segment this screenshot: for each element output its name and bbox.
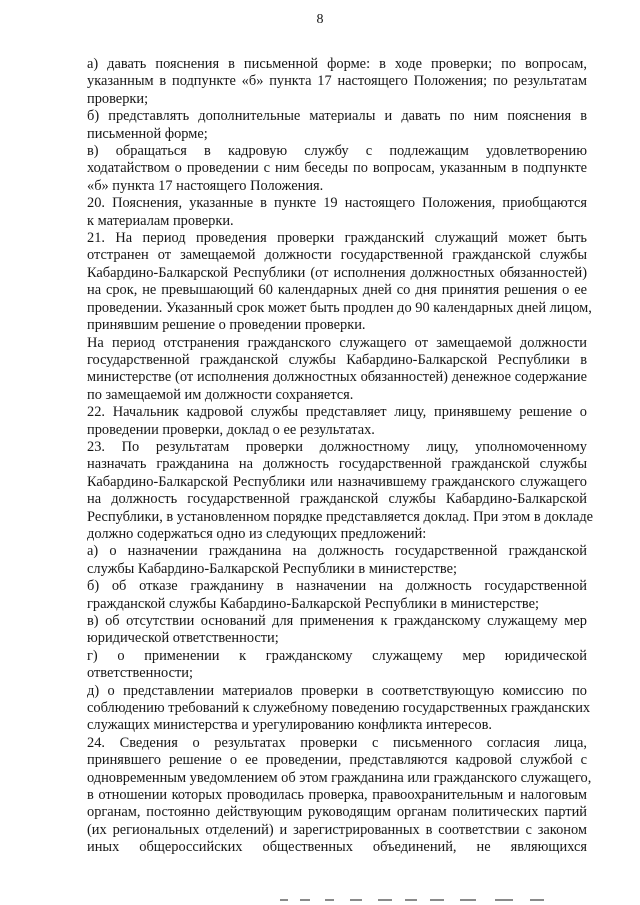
text-line: в отношении которых проводилась проверка, правоохранительным и налоговым <box>87 787 587 804</box>
text-line: иных общероссийских общественных объединений, не являющихся <box>87 839 587 856</box>
text-line: гражданской службы Кабардино-Балкарской Республики в министерстве; <box>87 595 539 612</box>
text-line: 23. По результатам проверки должностному лицу, уполномоченному <box>87 438 587 455</box>
page-number: 8 <box>316 12 324 27</box>
text-line: министерстве (от исполнения должностных обязанностей) денежное содержание <box>87 369 587 386</box>
text-line: а) о назначении гражданина на должность государственной гражданской <box>87 543 587 560</box>
text-line: на должность государственной гражданской службы Кабардино-Балкарской <box>87 491 587 508</box>
text-line: 21. На период проведения проверки гражданский служащий может быть <box>87 230 587 247</box>
text-line: назначать гражданина на должность государственной гражданской службы <box>87 456 587 473</box>
paragraph-p-20 <box>59 195 587 230</box>
text-line: д) о представлении материалов проверки в соответствующую комиссию по <box>87 682 587 699</box>
paragraph-p-23b <box>59 578 587 613</box>
paragraph-p-21 <box>59 230 592 334</box>
text-line: службы Кабардино-Балкарской Республики в министерстве; <box>87 560 458 577</box>
text-line: к материалам проверки. <box>87 212 234 229</box>
text-line: по замещаемой им должности сохраняется. <box>87 386 354 403</box>
paragraph-p-a <box>59 56 587 108</box>
paragraph-p-b <box>59 108 587 143</box>
text-line: одновременным уведомлением об этом гражданина или гражданского служащего, <box>87 769 592 786</box>
text-line: письменной форме; <box>87 125 208 142</box>
paragraph-p-24 <box>59 734 592 857</box>
scan-mark <box>350 899 362 901</box>
text-line: б) об отказе гражданину в назначении на должность государственной <box>87 578 587 595</box>
text-line: б) представлять дополнительные материалы и давать по ним пояснения в <box>87 108 587 125</box>
paragraph-p-23a <box>59 543 587 578</box>
text-line: органам, постоянно действующим руководящим органам политических партий <box>87 804 587 821</box>
text-line: На период отстранения гражданского служащего от замещаемой должности <box>87 334 587 351</box>
text-line: в) об отсутствии оснований для применения к гражданскому служащему мер <box>87 613 587 629</box>
text-line: а) давать пояснения в письменной форме: в ходе проверки; по вопросам, <box>87 56 587 72</box>
text-line: государственной гражданской службы Кабардино-Балкарской Республики в <box>87 351 587 368</box>
text-line: юридической ответственности; <box>87 630 279 647</box>
scan-mark <box>530 899 544 901</box>
text-line: проведении. Указанный срок может быть продлен до 90 календарных дней лицом, <box>87 299 592 316</box>
text-line: принявшим решение о проведении проверки. <box>87 317 366 334</box>
document-body <box>59 56 594 857</box>
text-line: служащих министерства и урегулированию конфликта интересов. <box>87 717 493 734</box>
text-line: указанным в подпункте «б» пункта 17 настоящего Положения; по результатам <box>87 73 587 90</box>
text-line: в) обращаться в кадровую службу с подлежащим удовлетворению <box>87 143 587 160</box>
scan-edge-marks <box>0 895 640 905</box>
text-line: соблюдению требований к служебному поведению государственных гражданских <box>87 700 591 717</box>
text-line: 24. Сведения о результатах проверки с письменного согласия лица, <box>87 734 587 751</box>
text-line: 20. Пояснения, указанные в пункте 19 настоящего Положения, приобщаются <box>87 195 587 212</box>
scan-mark <box>405 899 417 901</box>
paragraph-p-23d <box>59 682 591 735</box>
text-line: г) о применении к гражданскому служащему мер юридической <box>87 647 587 664</box>
text-line: ответственности; <box>87 665 193 682</box>
scan-mark <box>378 899 392 901</box>
text-line: на срок, не превышающий 60 календарных дней со дня принятия решения о ее <box>87 282 587 299</box>
paragraph-p-21b <box>59 335 587 405</box>
text-line: (их региональных отделений) и зарегистрированных в соответствии с законом <box>87 821 587 838</box>
text-line: Кабардино-Балкарской Республики (от исполнения должностных обязанностей) <box>87 264 587 281</box>
paragraph-p-23 <box>59 438 594 543</box>
text-line: принявшего решение о ее проведении, представляются кадровой службой с <box>87 752 587 769</box>
paragraph-p-23v <box>59 613 587 648</box>
text-line: ходатайством о проведении с ним беседы по вопросам, указанным в подпункте <box>87 160 587 177</box>
text-line: отстранен от замещаемой должности государственной гражданской службы <box>87 247 587 264</box>
text-line: 22. Начальник кадровой службы представляет лицу, принявшему решение о <box>87 404 587 421</box>
scan-mark <box>300 899 310 901</box>
scan-mark <box>325 899 334 901</box>
paragraph-p-22 <box>59 404 587 439</box>
text-line: «б» пункта 17 настоящего Положения. <box>87 177 324 194</box>
paragraph-p-23g <box>59 648 587 683</box>
text-line: Кабардино-Балкарской Республики или назначившему гражданского служащего <box>87 473 587 490</box>
scan-mark <box>495 899 513 901</box>
scan-mark <box>460 899 476 901</box>
text-line: Республики, в установленном порядке представляется доклад. При этом в докладе <box>87 508 594 525</box>
paragraph-p-v <box>59 143 587 195</box>
text-line: должно содержаться одно из следующих предложений: <box>87 525 427 542</box>
text-line: проведении проверки, доклад о ее результатах. <box>87 421 375 438</box>
text-line: проверки; <box>87 90 149 107</box>
scan-mark <box>280 899 288 901</box>
scan-mark <box>430 899 444 901</box>
